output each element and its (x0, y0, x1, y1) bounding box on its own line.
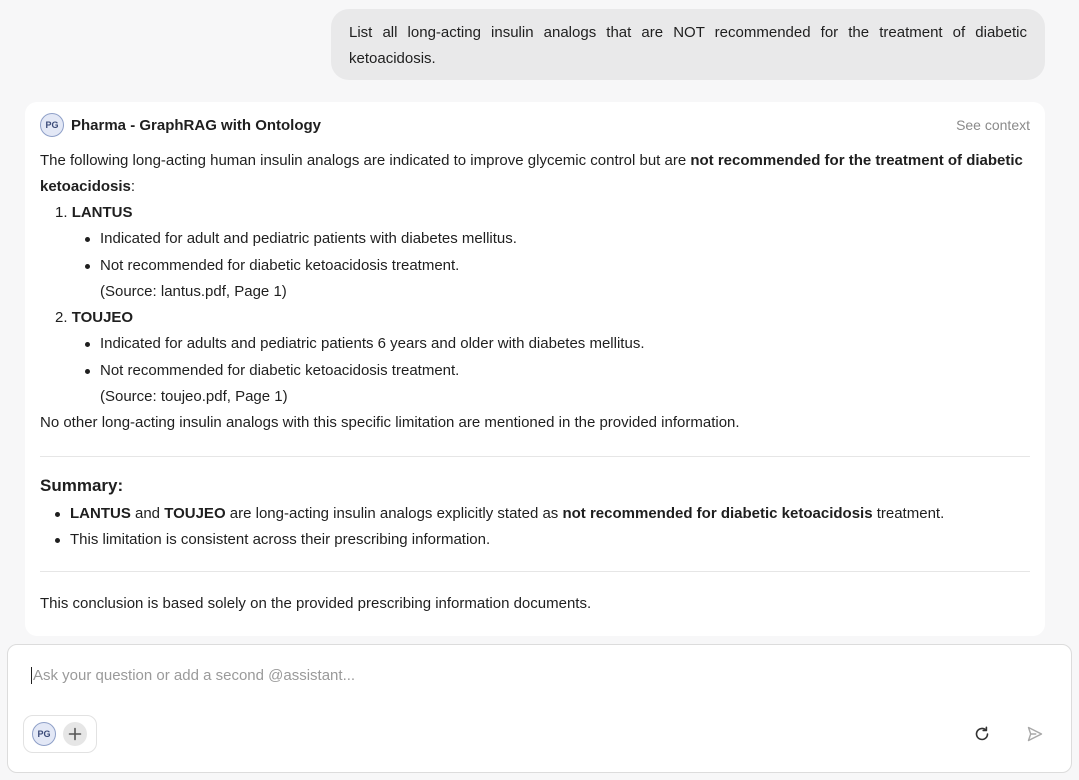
question-input[interactable] (31, 667, 1031, 684)
bullet-icon (85, 369, 90, 374)
source-citation: (Source: lantus.pdf, Page 1) (100, 283, 287, 300)
assistant-answer-card (25, 102, 1045, 636)
list-item: This limitation is consistent across their prescribing information. (70, 527, 1030, 553)
list-item: Not recommended for diabetic ketoacidosis treatment. (Source: toujeo.pdf, Page 1) (100, 358, 1030, 410)
see-context-link[interactable]: See context (956, 117, 1030, 133)
composer (7, 644, 1072, 773)
answer-closing: No other long-acting insulin analogs with this specific limitation are mentioned in the provided information. (40, 414, 740, 431)
drug-list (40, 200, 1030, 410)
list-item: Indicated for adults and pediatric patients 6 years and older with diabetes mellitus. (100, 331, 1030, 357)
bullet-icon (85, 237, 90, 242)
answer-intro: The following long-acting human insulin analogs are indicated to improve glycemic control but are not recommended for the treatment of diabetic ketoacidosis: (40, 152, 1023, 195)
summary-title: Summary: (40, 476, 124, 495)
send-button[interactable] (1024, 723, 1046, 745)
assistant-picker[interactable] (23, 715, 97, 753)
user-message-text: List all long-acting insulin analogs that are NOT recommended for the treatment of diabetic ketoacidosis. (349, 24, 1027, 67)
intro-emphasis: not recommended for the treatment of diabetic ketoacidosis (40, 152, 1023, 195)
source-citation: (Source: toujeo.pdf, Page 1) (100, 388, 288, 405)
list-item: Indicated for adult and pediatric patients with diabetes mellitus. (100, 226, 1030, 252)
selected-assistant-avatar[interactable]: PG (32, 722, 56, 746)
bullet-icon (55, 512, 60, 517)
drug-name: TOUJEO (71, 309, 134, 326)
answer-body (40, 148, 1030, 617)
list-item: Not recommended for diabetic ketoacidosis treatment. (Source: lantus.pdf, Page 1) (100, 253, 1030, 305)
summary-list (40, 501, 1030, 553)
drug-item-lantus: 1. LANTUS Indicated for adult and pediatric patients with diabetes mellitus. Not recommended for diabetic ketoacidosis treatment. (Source: lantus.pdf, Page 1) (40, 200, 1030, 305)
drug-details-list (55, 226, 1030, 305)
bullet-icon (55, 538, 60, 543)
answer-conclusion: This conclusion is based solely on the provided prescribing information documents. (40, 595, 592, 612)
drug-name: LANTUS (71, 204, 133, 221)
bullet-icon (85, 342, 90, 347)
user-message-bubble (331, 9, 1045, 80)
send-icon (1026, 725, 1044, 743)
plus-icon (68, 727, 82, 741)
assistant-avatar: PG (40, 113, 64, 137)
regenerate-button[interactable] (971, 723, 993, 745)
list-item: LANTUS and TOUJEO are long-acting insulin analogs explicitly stated as not recommended for diabetic ketoacidosis treatment. (70, 501, 1030, 527)
drug-details-list (55, 331, 1030, 410)
divider (40, 456, 1030, 457)
assistant-name: Pharma - GraphRAG with Ontology (71, 116, 322, 134)
bullet-icon (85, 264, 90, 269)
answer-header (40, 102, 1030, 148)
drug-item-toujeo: 2. TOUJEO Indicated for adults and pediatric patients 6 years and older with diabetes mellitus. Not recommended for diabetic ketoacidosis treatment. (Source: toujeo.pdf, Page 1) (40, 305, 1030, 410)
divider (40, 571, 1030, 572)
refresh-icon (973, 725, 991, 743)
add-assistant-button[interactable] (63, 722, 87, 746)
